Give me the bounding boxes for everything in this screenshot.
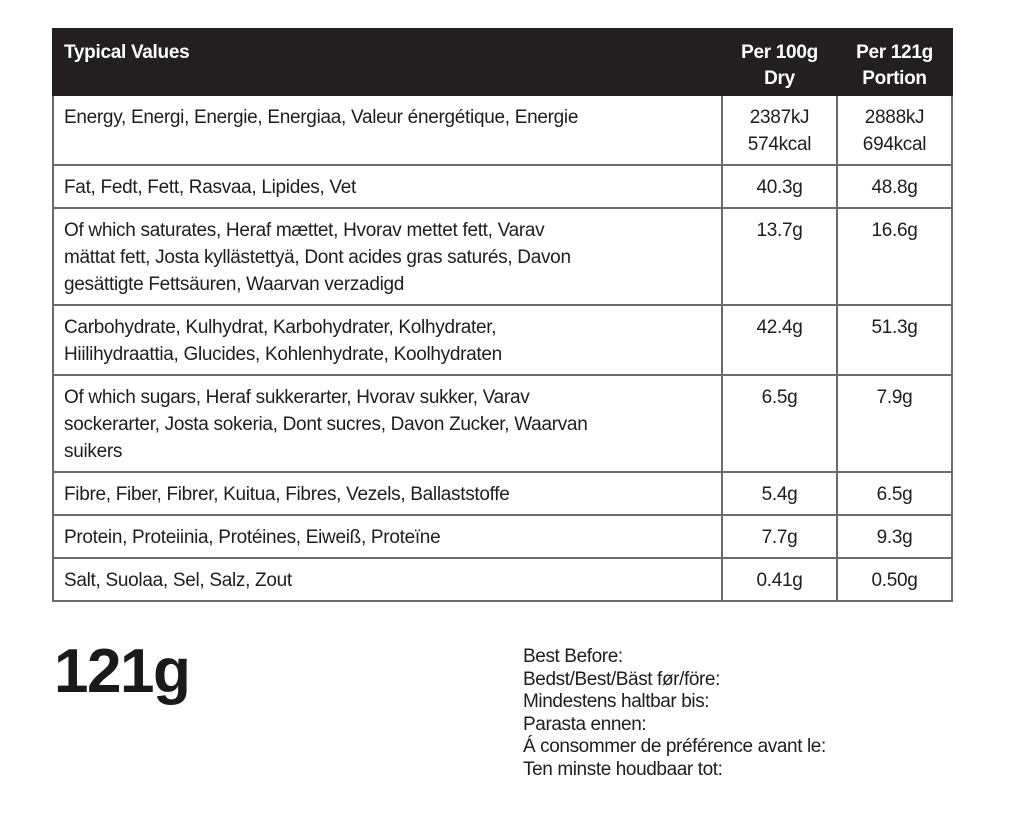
value-per-100g-line: 5.4g (761, 484, 798, 505)
nutrient-label (53, 208, 722, 305)
value-per-100g (722, 558, 837, 601)
value-per-portion-line: 6.5g (876, 484, 913, 505)
best-before-line: Best Before: (523, 646, 623, 667)
nutrient-label-line: suikers (64, 441, 123, 462)
value-per-100g (722, 515, 837, 558)
value-per-portion-line: 7.9g (876, 387, 913, 408)
value-per-portion (837, 515, 952, 558)
table-body (53, 95, 952, 601)
header-per-portion-line: Portion (862, 68, 927, 89)
table-row (53, 95, 952, 165)
nutrient-label-line: Salt, Suolaa, Sel, Salz, Zout (64, 570, 292, 591)
value-per-100g (722, 165, 837, 208)
value-per-portion-line: 2888kJ (864, 107, 925, 128)
nutrient-label-line: mättat fett, Josta kyllästettyä, Dont acides gras saturés, Davon (64, 247, 571, 268)
header-typical-values: Typical Values (53, 29, 722, 95)
value-per-portion-line: 694kcal (862, 134, 927, 155)
value-per-100g-line: 40.3g (756, 177, 803, 198)
value-per-portion (837, 208, 952, 305)
value-per-100g-line: 13.7g (756, 220, 803, 241)
nutrient-label (53, 95, 722, 165)
best-before-line: Bedst/Best/Bäst før/före: (523, 668, 720, 690)
best-before-line: Parasta ennen: (523, 713, 647, 735)
nutrient-label-line: Energy, Energi, Energie, Energiaa, Valeur énergétique, Energie (64, 107, 579, 128)
table-row (53, 515, 952, 558)
header-per-portion-line: Per 121g (856, 42, 933, 63)
value-per-portion-line: 9.3g (876, 527, 913, 548)
header-per-100g-line: Dry (764, 68, 795, 89)
value-per-100g-line: 574kcal (747, 134, 812, 155)
nutrient-label-line: Of which saturates, Heraf mættet, Hvorav mettet fett, Varav (64, 220, 545, 241)
table-row (53, 558, 952, 601)
table-row (53, 472, 952, 515)
value-per-portion (837, 95, 952, 165)
value-per-portion (837, 558, 952, 601)
nutrient-label-line: Protein, Proteiinia, Protéines, Eiweiß, Proteïne (64, 527, 441, 548)
best-before-line: Ten minste houdbaar tot: (523, 758, 723, 780)
nutrient-label-line: Hiilihydraattia, Glucides, Kohlenhydrate, Koolhydraten (64, 344, 502, 365)
table-header-row (53, 29, 952, 95)
nutrient-label (53, 515, 722, 558)
nutrient-label (53, 165, 722, 208)
nutrient-label (53, 472, 722, 515)
nutrient-label-line: Of which sugars, Heraf sukkerarter, Hvorav sukker, Varav (64, 387, 530, 408)
nutrient-label (53, 558, 722, 601)
value-per-100g (722, 472, 837, 515)
nutrient-label (53, 375, 722, 472)
value-per-100g (722, 375, 837, 472)
value-per-100g-line: 6.5g (761, 387, 798, 408)
value-per-portion (837, 375, 952, 472)
header-per-100g (722, 29, 837, 95)
nutrient-label (53, 305, 722, 375)
value-per-portion-line: 51.3g (871, 317, 918, 338)
nutrition-table (52, 28, 953, 602)
header-per-portion (837, 29, 952, 95)
value-per-portion (837, 472, 952, 515)
value-per-portion-line: 16.6g (871, 220, 918, 241)
best-before-line: Á consommer de préférence avant le: (523, 736, 826, 757)
nutrient-label-line: gesättigte Fettsäuren, Waarvan verzadigd (64, 274, 405, 295)
nutrient-label-line: sockerarter, Josta sokeria, Dont sucres, Davon Zucker, Waarvan (64, 414, 588, 435)
value-per-portion (837, 165, 952, 208)
header-per-100g-line: Per 100g (741, 42, 818, 63)
value-per-100g-line: 2387kJ (749, 107, 810, 128)
nutrient-label-line: Carbohydrate, Kulhydrat, Karbohydrater, Kolhydrater, (64, 317, 497, 338)
value-per-100g (722, 305, 837, 375)
best-before-line: Mindestens haltbar bis: (523, 691, 710, 712)
value-per-100g-line: 7.7g (761, 527, 798, 548)
table-row (53, 375, 952, 472)
nutrient-label-line: Fibre, Fiber, Fibrer, Kuitua, Fibres, Vezels, Ballaststoffe (64, 484, 510, 505)
best-before-block (523, 646, 826, 781)
value-per-100g (722, 208, 837, 305)
value-per-100g-line: 42.4g (756, 317, 803, 338)
value-per-portion-line: 0.50g (871, 570, 918, 591)
value-per-100g (722, 95, 837, 165)
value-per-portion-line: 48.8g (871, 177, 918, 198)
net-weight: 121g (54, 637, 190, 706)
table-row (53, 165, 952, 208)
nutrient-label-line: Fat, Fedt, Fett, Rasvaa, Lipides, Vet (64, 177, 356, 198)
table-row (53, 208, 952, 305)
table-row (53, 305, 952, 375)
value-per-100g-line: 0.41g (756, 570, 803, 591)
value-per-portion (837, 305, 952, 375)
